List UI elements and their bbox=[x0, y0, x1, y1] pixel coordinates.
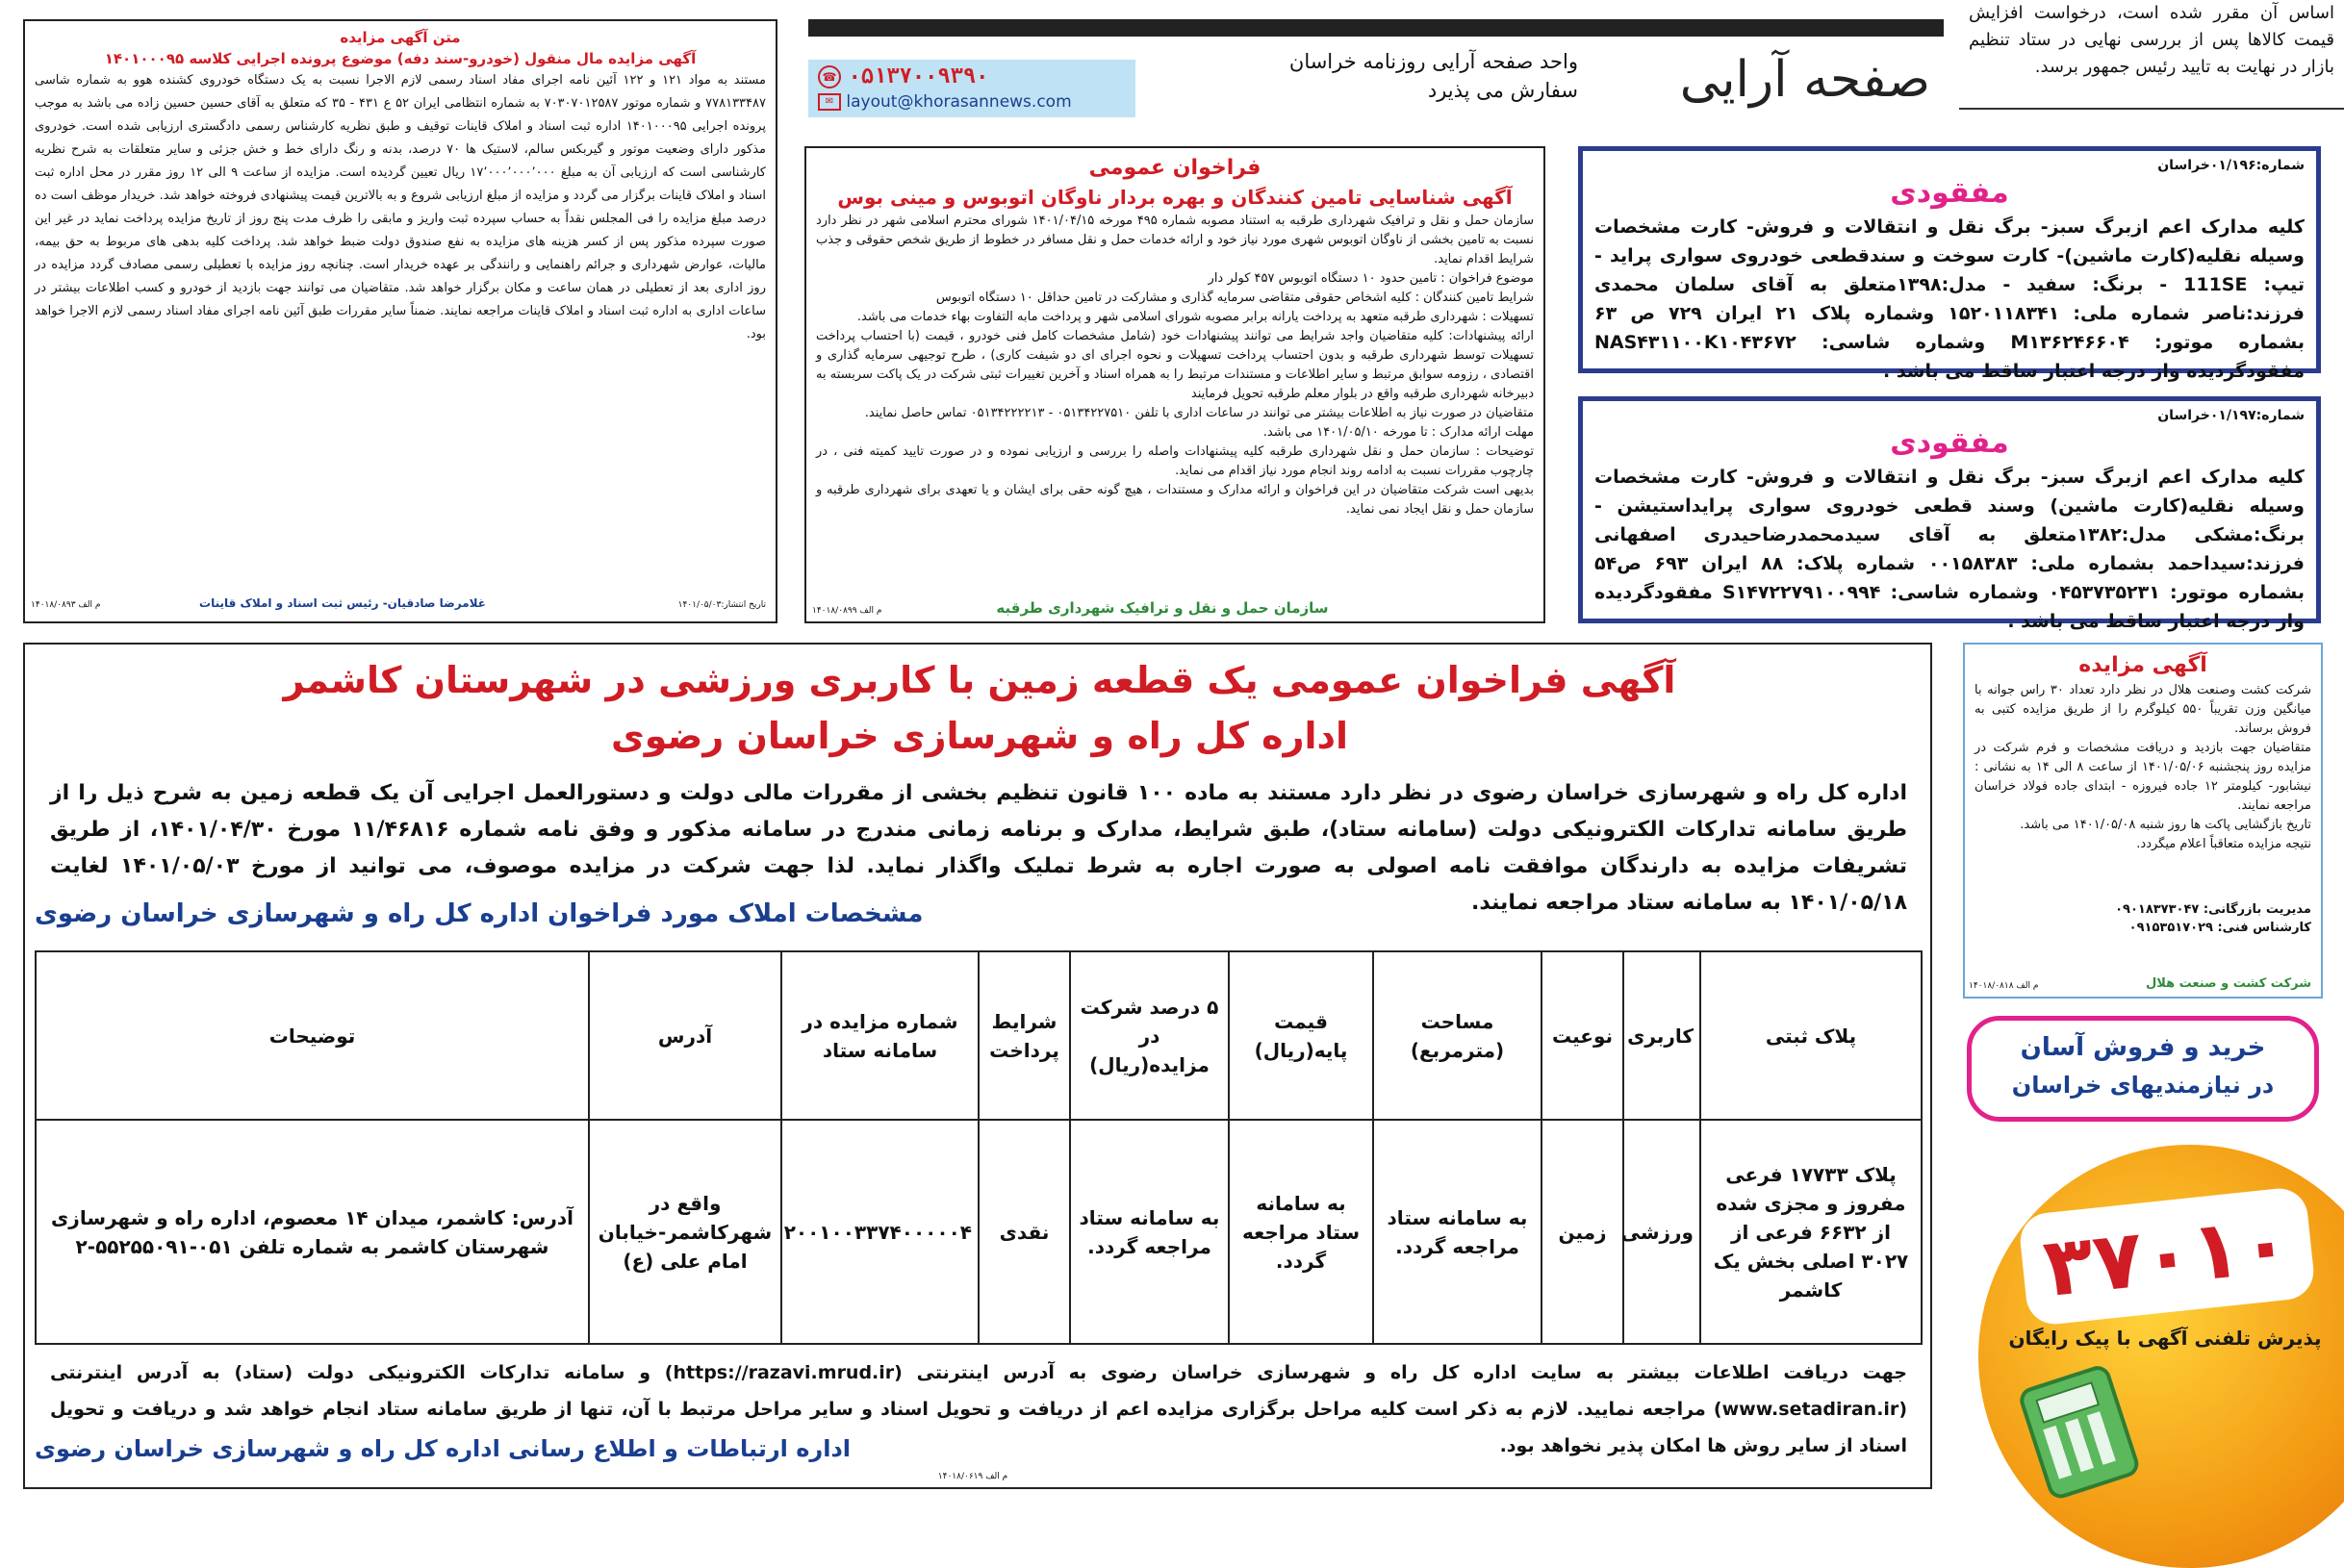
main-title-2: اداره کل راه و شهرسازی خراسان رضوی bbox=[610, 715, 1348, 757]
main-code: م الف ۱۴۰۱۸/۰۶۱۹ bbox=[937, 1472, 1008, 1481]
bus-para: سازمان حمل و نقل و ترافیک شهرداری طرقبه به استناد مصوبه شماره ۴۹۵ مورخه ۱۴۰۱/۰۴/۱۵ شورای محترم اسلامی شهر در نظر دارد نسبت به تامین بخشی از ناوگان اتوبوس شهری مورد نیاز خود و ارائه خدمات حمل و نقل مسافر در خطوط از طریق شخص حقوقی و جذب شرایط اقدام نماید. bbox=[816, 214, 1534, 266]
small-auction-contact-2: کارشناس فنی: ۰۹۱۵۳۵۱۷۰۲۹ bbox=[2128, 921, 2311, 935]
main-signature: اداره ارتباطات و اطلاع رسانی اداره کل راه و شهرسازی خراسان رضوی bbox=[35, 1435, 852, 1462]
notice-title: مفقودی bbox=[1890, 176, 2009, 210]
table-caption: مشخصات املاک مورد فراخوان اداره کل راه و شهرسازی خراسان رضوی bbox=[35, 899, 924, 928]
bus-para: تسهیلات : شهرداری طرقبه متعهد به پرداخت یارانه برابر مصوبه شورای اسلامی شهر و پرداخت مابه التفاوت بهاء خدمات می باشد. bbox=[856, 310, 1534, 324]
bus-body bbox=[816, 212, 1534, 519]
col-header: شرایط پرداخت bbox=[979, 951, 1070, 1120]
car-body: مستند به مواد ۱۲۱ و ۱۲۲ آئین نامه اجرای مفاد اسناد رسمی لازم الاجرا نسبت به یک دستگاه خودروی کشنده هوو به شماره شاسی ۷۷۸۱۳۳۴۸۷ و شماره موتور ۷۰۳۰۷۰۱۲۵۸۷ به شماره انتظامی ایران ۵۲ ع ۴۳۱ - ۳۵ که متعلق به آقای حسین حسین زاده می باشد به موجب پرونده اجرایی ۱۴۰۱۰۰۰۹۵ اداره ثبت اسناد و املاک قاینات توقیف و طبق نظریه کارشناس رسمی دادگستری ارزیابی شده است. خودروی مذکور دارای وضعیت موتور و گیربکس سالم، لاستیک ها ۷۰ درصد، بدنه و رنگ دارای خط و خش جزئی و سایر متعلقات به شرح نظریه کارشناسی است که ارزیابی آن به مبلغ ۱۷٬۰۰۰٬۰۰۰٬۰۰۰ ریال تعیین گردیده است. مزایده از ساعت ۹ الی ۱۲ روز مقرر در محل اداره ثبت اسناد و املاک قاینات برگزار می گردد و مزایده از مبلغ ارزیابی شروع و به بالاترین قیمت پیشنهادی فروخته خواهد شد. خریدار موظف است ده درصد مبلغ مزایده را فی المجلس نقداً به حساب سپرده ثبت واریز و مابقی را ظرف مدت پنج روز از تاریخ مزایده پرداخت نماید در غیر این صورت سپرده مذکور پس از کسر هزینه های مزایده به نفع صندوق دولت ضبط خواهد شد. پرداخت کلیه بدهی های مربوط به حق بیمه، مالیات، عوارض شهرداری و جرائم راهنمایی و رانندگی بر عهده خریدار است. چنانچه روز مزایده با تعطیلی رسمی مصادف گردد مزایده در روز اداری بعد از تعطیلی در همان ساعت و مکان برگزار خواهد شد. متقاضیان می توانند جهت بازدید از خودرو و کسب اطلاعات بیشتر در ساعات اداری به اداره ثبت اسناد و املاک قاینات مراجعه نمایند. ضمناً سایر مقررات طبق آئین نامه اجرای مفاد اسناد رسمی لازم الاجرا خواهد بود. bbox=[35, 73, 767, 341]
bus-para: متقاضیان در صورت نیاز به اطلاعات بیشتر می توانند در ساعات اداری با تلفن ۰۵۱۳۴۲۲۷۵۱۰ - ۰۵۱۳۴۲۲۲۲۱۳ تماس حاصل نمایند. bbox=[864, 406, 1534, 420]
bus-tender-notice bbox=[804, 146, 1545, 623]
col-header: پلاک ثبتی bbox=[1700, 951, 1922, 1120]
banner-contact-box bbox=[808, 60, 1135, 117]
bus-para: بدیهی است شرکت متقاضیان در این فراخوان و ارائه مدارک و مستندات ، هیچ گونه حقی برای ایشان و یا تعهدی برای شهرداری طرقبه و سازمان حمل و نقل ایجاد نمی نماید. bbox=[816, 483, 1534, 517]
bus-para: موضوع فراخوان : تامین حدود ۱۰ دستگاه اتوبوس ۴۵۷ کولر دار bbox=[1208, 271, 1534, 286]
phone-icon: ☎ bbox=[818, 65, 841, 89]
main-body: اداره کل راه و شهرسازی خراسان رضوی در نظر دارد مستند به ماده ۱۰۰ قانون تنظیم بخشی از مقررات مالی دولت و دستورالعمل اجرایی آن یک قطعه زمین به شرح ذیل را از طریق سامانه تدارکات الکترونیکی دولت (سامانه ستاد)، طبق شرایط، مدارک و برنامه زمانی مندرج در سامانه مذکور و وفق نامه شماره ۱۱/۴۶۸۱۶ مورخ ۱۴۰۱/۰۴/۳۰، از طریق تشریفات مزایده به دارندگان موافقت نامه اصولی به صورت اجاره به شرط تملیک واگذار نماید. لذا جهت شرکت در مزایده موصوف، می توانید از مورخ ۱۴۰۱/۰۵/۰۳ لغایت ۱۴۰۱/۰۵/۱۸ به سامانه ستاد مراجعه نمایند. bbox=[50, 781, 1907, 915]
table-cell: نقدی bbox=[979, 1120, 1070, 1344]
table-cell: به سامانه ستاد مراجعه گردد. bbox=[1229, 1120, 1373, 1344]
lost-notice-2 bbox=[1578, 396, 2321, 632]
banner-email: layout@khorasannews.com bbox=[846, 92, 1072, 112]
col-header: شماره مزایده در سامانه ستاد bbox=[781, 951, 979, 1120]
table-row bbox=[36, 1120, 1922, 1344]
banner-line1: واحد صفحه آرایی روزنامه خراسان bbox=[1288, 50, 1578, 73]
notice-number: شماره:۰۱/۱۹۶خراسان bbox=[2157, 158, 2305, 173]
banner-line2: سفارش می پذیرد bbox=[1427, 79, 1578, 102]
car-title: متن آگهی مزایده bbox=[340, 29, 461, 46]
car-auction-notice bbox=[23, 19, 777, 623]
col-header: قیمت پایه(ریال) bbox=[1229, 951, 1373, 1120]
classifieds-promo-banner bbox=[1967, 1016, 2319, 1122]
col-header: توضیحات bbox=[36, 951, 589, 1120]
car-subtitle: آگهی مزایده مال منقول (خودرو-سند دفه) موضوع پرونده اجرایی کلاسه ۱۴۰۱۰۰۰۹۵ bbox=[104, 50, 697, 67]
table-cell: واقع در شهرکاشمر-خیابان امام علی (ع) bbox=[589, 1120, 781, 1344]
col-header: آدرس bbox=[589, 951, 781, 1120]
table-cell: ۲۰۰۱۰۰۳۳۷۴۰۰۰۰۰۴ bbox=[781, 1120, 979, 1344]
bus-para: ارائه پیشنهادات: کلیه متقاضیان واجد شرایط می توانند پیشنهادات خود (شامل مشخصات کامل فنی خودرو ، قیمت (با احتساب پرداخت تسهیلات توسط شهرداری طرقبه و بدون احتساب پرداخت تسهیلات و نحوه اجرای ای دو شیفت کاری) ، طرح توجیهی سرمایه گذاری و اقتصادی ، رزومه سوابق مرتبط و سایر اطلاعات و مستندات مرتبط را به همراه اسناد و آخرین تغییرات ثبتی شرکت در یک پاکت سربسته به دبیرخانه شهرداری طرقبه واقع در بلوار معلم طرقبه تحویل فرمایند bbox=[816, 329, 1534, 401]
divider bbox=[1959, 108, 2344, 110]
phone-row bbox=[818, 63, 1126, 90]
bus-code: م الف ۱۴۰۱۸/۰۸۹۹ bbox=[812, 606, 882, 616]
main-footer: جهت دریافت اطلاعات بیشتر به سایت اداره کل راه و شهرسازی خراسان رضوی به آدرس اینترنتی (https://razavi.mrud.ir) و سامانه تدارکات الکترونیکی دولت (ستاد) به آدرس اینترنتی (www.setadiran.ir) مراجعه نمایید. لازم به ذکر است کلیه مراحل برگزاری مزایده اعم از دریافت و تحویل اسناد و سایر مراحل مرتبط با آن، تنها از طریق سامانه ستاد انجام خواهد شد و دریافت و تحویل اسناد از سایر روش ها امکان پذیر نخواهد بود. bbox=[50, 1362, 1907, 1456]
bus-signature: سازمان حمل و نقل و ترافیک شهرداری طرقبه bbox=[996, 599, 1329, 617]
table-cell: زمین bbox=[1541, 1120, 1623, 1344]
notice-body: کلیه مدارک اعم ازبرگ سبز- برگ نقل و انتقالات و فروش- کارت مشخصات وسیله نقلیه(کارت ماشین) وسند قطعی خودروی سواری پرایداستیشن - برنگ:مشکی مدل:۱۳۸۲متعلق به آقای سیدمحمدرضاحیدری اصفهانی فرزند:سیداحمد بشماره ملی: ۰۰۱۵۸۳۸۳ شماره پلاک: ۸۸ ایران ۶۹۳ ص۵۴ بشماره موتور: ۰۴۵۳۷۳۵۲۳۱ وشماره شاسی: S۱۴۷۲۲۷۹۱۰۰۹۹۴ مفقودگردیده واز درجه اعتبار ساقط می باشد . bbox=[1594, 467, 2305, 632]
banner-phone: ۰۵۱۳۷۰۰۹۳۹۰ bbox=[848, 64, 989, 89]
cattle-auction-notice bbox=[1963, 643, 2323, 999]
small-auction-contact-1: مدیریت بازرگانی: ۰۹۰۱۸۳۷۳۰۴۷ bbox=[2115, 902, 2311, 917]
table-header-row bbox=[36, 951, 1922, 1120]
lost-notice-1 bbox=[1578, 146, 2321, 382]
car-code: م الف ۱۴۰۱۸/۰۸۹۳ bbox=[31, 600, 101, 610]
car-signature: غلامرضا صادقیان- رئیس ثبت اسناد و املاک قاینات bbox=[199, 596, 486, 610]
col-header: مساحت (مترمربع) bbox=[1373, 951, 1541, 1120]
banner-title: صفحه آرایی bbox=[1679, 51, 1930, 109]
property-table-grid bbox=[35, 950, 1923, 1345]
property-table bbox=[37, 950, 1923, 1345]
col-header: ۵ درصد شرکت در مزایده(ریال) bbox=[1070, 951, 1229, 1120]
col-header: کاربری bbox=[1623, 951, 1700, 1120]
table-cell: به سامانه ستاد مراجعه گردد. bbox=[1070, 1120, 1229, 1344]
promo-line-1: خرید و فروش آسان bbox=[2020, 1033, 2266, 1062]
small-auction-title: آگهی مزایده bbox=[2078, 653, 2207, 677]
promo-number: ۳۷۰۱۰ bbox=[2039, 1195, 2295, 1316]
email-icon: ✉ bbox=[818, 93, 841, 111]
table-cell: آدرس: کاشمر، میدان ۱۴ معصوم، اداره راه و شهرسازی شهرستان کاشمر به شماره تلفن ۰۵۱-۵۵۲۵۵۰۹۱-۲ bbox=[36, 1120, 589, 1344]
main-title-1: آگهی فراخوان عمومی یک قطعه زمین با کاربری ورزشی در شهرستان کاشمر bbox=[283, 659, 1676, 701]
layout-banner bbox=[808, 19, 1944, 120]
table-cell: به سامانه ستاد مراجعه گردد. bbox=[1373, 1120, 1541, 1344]
promo-caption: پذیرش تلفنی آگهی با پیک رایگان bbox=[2008, 1327, 2322, 1350]
notice-title: مفقودی bbox=[1890, 426, 2009, 460]
phone-promo bbox=[1963, 1135, 2344, 1504]
bus-title: فراخوان عمومی bbox=[1088, 156, 1261, 180]
bus-para: شرایط تامین کنندگان : کلیه اشخاص حقوقی متقاضی سرمایه گذاری و مشارکت در تامین حداقل ۱۰ دستگاه اتوبوس bbox=[935, 291, 1534, 305]
bus-para: توضیحات : سازمان حمل و نقل شهرداری طرقبه کلیه پیشنهادات واصله را بررسی و ارزیابی نموده و در صورت تایید کمیته فنی ، در چارچوب مقررات نسبت به ادامه روند انجام مورد نیاز اقدام می نماید. bbox=[816, 444, 1534, 478]
small-auction-code: م الف ۱۴۰۱۸/۰۸۱۸ bbox=[1969, 981, 2039, 991]
bus-para: مهلت ارائه مدارک : تا مورخه ۱۴۰۱/۰۵/۱۰ می باشد. bbox=[1262, 425, 1534, 440]
notice-body: کلیه مدارک اعم ازبرگ سبز- برگ نقل و انتقالات و فروش- کارت مشخصات وسیله نقلیه(کارت ماشین)- کارت سوخت و سندقطعی خودروی سواری پراید - تیپ: 111SE - برنگ: سفید - مدل:۱۳۹۸متعلق به آقای سلمان محمدی فرزند:ناصر شماره ملی: ۱۵۲۰۱۱۸۳۴۱ وشماره پلاک ۲۱ ایران ۷۲۹ ص ۶۳ بشماره موتور: M۱۳۶۲۴۶۶۰۴ وشماره شاسی: NAS۴۳۱۱۰۰K۱۰۴۳۶۷۲ مفقودگردیده واز درجه اعتبار ساقط می باشد . bbox=[1594, 216, 2306, 382]
small-auction-signature: شرکت کشت و صنعت هلال bbox=[2145, 976, 2311, 991]
email-row bbox=[818, 90, 1126, 114]
promo-line-2: در نیازمندیهای خراسان bbox=[2011, 1072, 2275, 1099]
table-cell: ورزشی bbox=[1623, 1120, 1700, 1344]
col-header: نوعیت bbox=[1541, 951, 1623, 1120]
table-cell: پلاک ۱۷۷۳۳ فرعی مفروز و مجزی شده از ۶۶۳۲ فرعی از ۳۰۲۷ اصلی بخش یک کاشمر bbox=[1700, 1120, 1922, 1344]
notice-number: شماره:۰۱/۱۹۷خراسان bbox=[2157, 408, 2305, 423]
land-tender-notice bbox=[23, 643, 1932, 1489]
bus-subtitle: آگهی شناسایی تامین کنندگان و بهره بردار ناوگان اتوبوس و مینی بوس bbox=[837, 186, 1513, 209]
top-right-text: اساس آن مقرر شده است، درخواست افزایش قیمت کالاها پس از بررسی نهایی در ستاد تنظیم بازار در نهایت به تایید رئیس جمهور برسد. bbox=[1969, 3, 2334, 77]
small-auction-body: شرکت کشت وصنعت هلال در نظر دارد تعداد ۳۰ راس جوانه با میانگین وزن تقریباً ۵۵۰ کیلوگرم را از طریق مزایده کتبی به فروش برساند. متقاضیان جهت بازدید و دریافت مشخصات و فرم شرکت در مزایده روز پنجشنبه ۱۴۰۱/۰۵/۰۶ از ساعت ۸ الی ۱۴ به نشانی : نیشابور- کیلومتر ۱۲ جاده فیروزه - ابتدای جاده فولاد خراسان مراجعه نمایند. تاریخ بازگشایی پاکت ها روز شنبه ۱۴۰۱/۰۵/۰۸ می باشد. نتیجه مزایده متعاقباً اعلام میگردد. bbox=[1975, 683, 2311, 851]
car-date: تاریخ انتشار:۱۴۰۱/۰۵/۰۳ bbox=[677, 600, 766, 610]
